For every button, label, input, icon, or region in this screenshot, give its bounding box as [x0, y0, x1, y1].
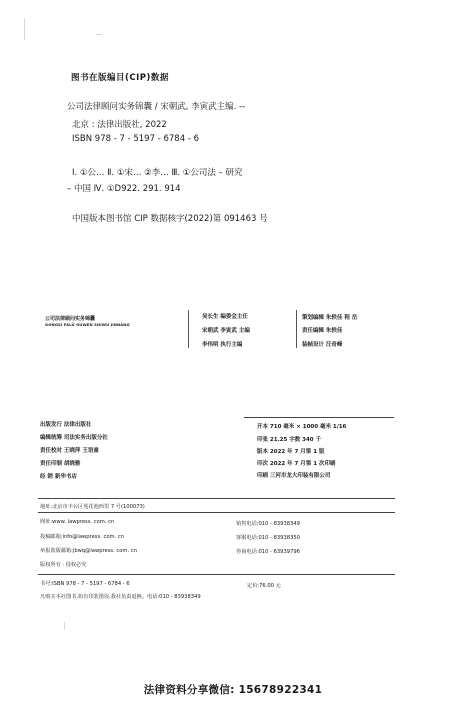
- crew-line: 装帧设计 汪奇峰: [302, 342, 343, 348]
- cip-line: 公司法律顾问实务锦囊 / 宋朝武, 李寅武主编. --: [67, 102, 246, 112]
- spec-line: 印刷 三河市龙大印装有限公司: [257, 473, 331, 479]
- cip-line: 北京 : 法律出版社, 2022: [72, 120, 167, 130]
- publish-line: 编辑统筹 司法实务出版分社: [40, 435, 108, 441]
- spec-line: 印次 2022 年 7 月第 1 次印刷: [257, 461, 336, 467]
- publish-line: 责任印制 胡晓雅: [40, 461, 81, 467]
- divider: [296, 310, 297, 348]
- footer-text: 法律资料分享微信: 15678922341: [143, 684, 323, 696]
- return-notice: 凡购买本社图书,如有印装错误,我社负责退换。电话:010 - 83938349: [40, 594, 201, 600]
- crew-line: 责任编辑 朱轶佳: [302, 328, 343, 334]
- cip-title: 图书在版编目(CIP)数据: [71, 73, 169, 83]
- cip-isbn: ISBN 978 - 7 - 5197 - 6784 - 6: [72, 134, 199, 144]
- publish-line: 经 销 新华书店: [40, 474, 77, 480]
- website: 网址:www. lawpress. com. cn: [40, 519, 115, 525]
- crew-line: 宋朝武 李寅武 主编: [202, 328, 250, 334]
- spec-line: 版本 2022 年 7 月第 1 版: [257, 449, 325, 455]
- cip-record-number: 中国版本图书馆 CIP 数据核字(2022)第 091463 号: [72, 214, 268, 224]
- crew-line: 李伟明 执行主编: [202, 342, 243, 348]
- email: 举报盗版邮箱:jbwq@lawpress. com. cn: [40, 548, 137, 554]
- publish-line: 责任校对 王晓萍 王语童: [40, 448, 99, 454]
- rule: [244, 417, 394, 418]
- address: 地址:北京市丰台区莲花池西里 7 号(100073): [40, 504, 145, 510]
- rights-notice: 版权所有 · 侵权必究: [40, 562, 87, 568]
- phone: 客服电话:010 - 83938350: [236, 535, 300, 541]
- scan-mark: [24, 18, 25, 40]
- scan-mark: [96, 34, 102, 35]
- cip-classification: Ⅰ. ①公… Ⅱ. ①宋… ②李… Ⅲ. ①公司法 – 研究: [72, 168, 243, 178]
- rule: [38, 498, 395, 499]
- spec-line: 印张 21.25 字数 340 千: [257, 437, 322, 443]
- email: 投稿邮箱:info@lawpress. com. cn: [40, 534, 125, 540]
- phone: 咨询电话:010 - 63939796: [236, 549, 300, 555]
- cip-classification: – 中国 Ⅳ. ①D922. 291. 914: [67, 184, 181, 194]
- price: 定价:76.00 元: [247, 583, 281, 589]
- publish-line: 出版发行 法律出版社: [40, 422, 92, 428]
- crew-line: 吴长生 编委会主任: [202, 314, 248, 320]
- divider: [188, 310, 189, 348]
- rule: [38, 574, 395, 575]
- book-title-pinyin: GONGSI FALÜ GUWEN SHIWU JINNANG: [45, 322, 130, 327]
- scan-mark: [64, 622, 65, 630]
- book-title: 公司法律顾问实务锦囊: [45, 316, 96, 322]
- spec-line: 开本 710 毫米 × 1000 毫米 1/16: [257, 424, 347, 430]
- isbn: 书号:ISBN 978 - 7 - 5197 - 6784 - 6: [40, 581, 130, 587]
- crew-line: 策划编辑 朱轶佳 程 岳: [302, 315, 358, 321]
- phone: 销售电话:010 - 83938349: [236, 521, 300, 527]
- rule: [38, 512, 395, 513]
